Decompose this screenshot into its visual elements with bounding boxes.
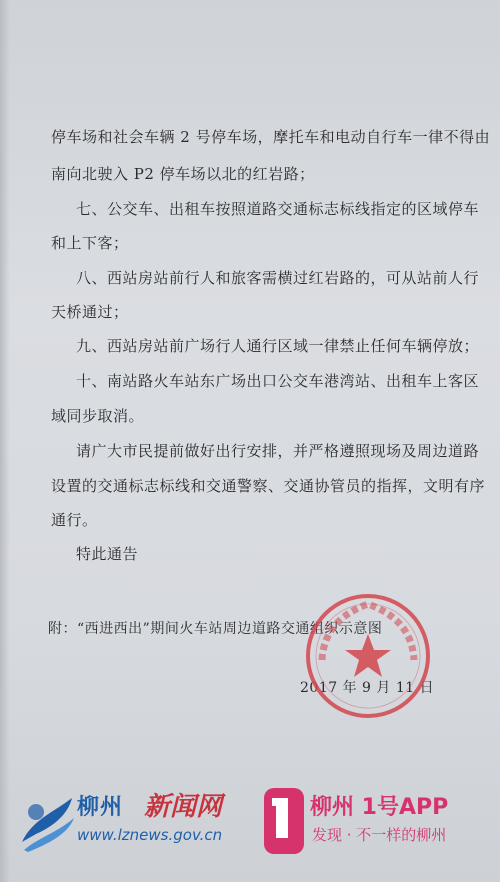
body-line: 南向北驶入 P2 停车场以北的红岩路；: [51, 165, 315, 183]
body-line: 八、西站房站前行人和旅客需横过红岩路的，可从站前人行: [76, 269, 480, 287]
body-line: 和上下客；: [51, 234, 129, 252]
lznews-url[interactable]: www.lznews.gov.cn: [77, 826, 223, 844]
app-title: 柳州 1号APP: [310, 795, 449, 820]
body-line: 请广大市民提前做好出行安排，并严格遵照现场及周边道路: [76, 442, 480, 460]
body-line: 停车场和社会车辆 2 号停车场，摩托车和电动自行车一律不得由: [51, 128, 491, 146]
app-slogan: 发现 · 不一样的柳州: [312, 826, 447, 844]
body-line: 通行。: [51, 511, 98, 529]
official-seal: [302, 590, 434, 722]
body-line: 九、西站房站前广场行人通行区域一律禁止任何车辆停放；: [76, 337, 480, 355]
body-line: 天桥通过；: [51, 303, 129, 321]
closing-line: 特此通告: [76, 545, 139, 563]
body-line: 十、南站路火车站东广场出口公交车港湾站、出租车上客区: [76, 372, 480, 390]
document-date: 2017 年 9 月 11 日: [300, 680, 435, 696]
app-logo-icon: [262, 786, 306, 856]
lznews-logo-icon: [18, 788, 76, 854]
footer-banner: [0, 772, 500, 882]
body-line: 域同步取消。: [51, 407, 145, 425]
lznews-name-label: 新闻网: [144, 792, 223, 822]
body-line: 设置的交通标志标线和交通警察、交通协管员的指挥，文明有序: [51, 477, 486, 495]
body-line: 七、公交车、出租车按照道路交通标志标线指定的区域停车: [76, 200, 480, 218]
attachment-note: 附：“西进西出”期间火车站周边道路交通组织示意图: [48, 621, 383, 637]
lznews-city-label: 柳州: [77, 795, 124, 820]
